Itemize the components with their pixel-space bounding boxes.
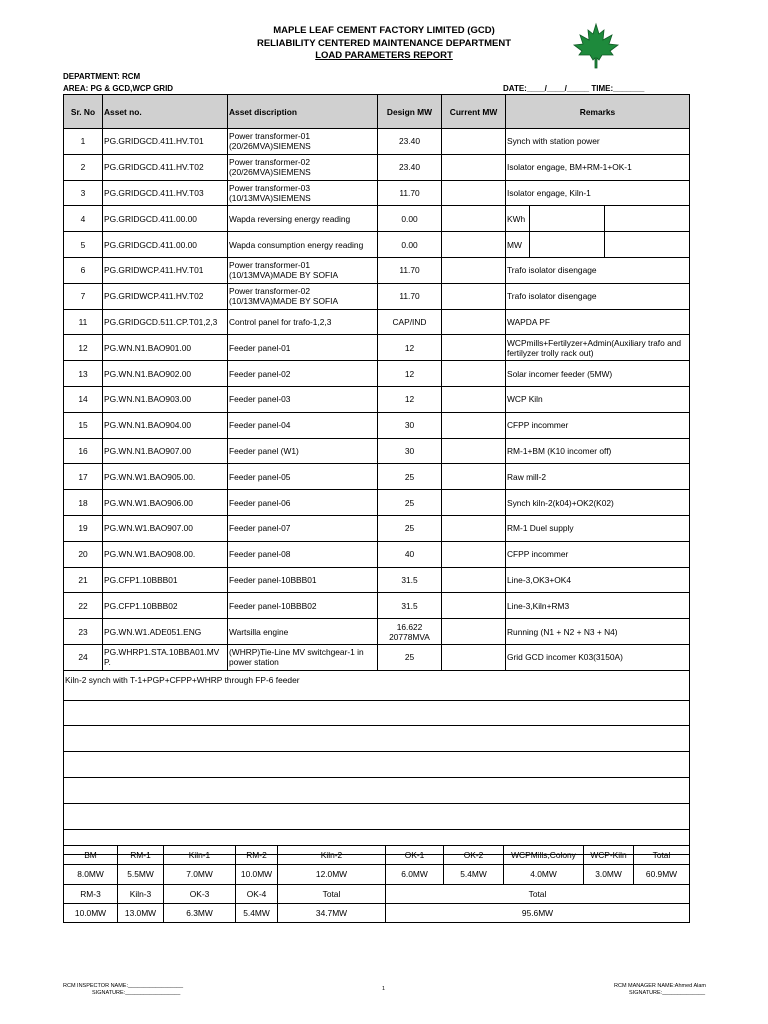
row-asset-description: Power transformer-02 (10/13MVA)MADE BY SOFIA <box>228 283 378 309</box>
row-current-mw <box>442 619 506 645</box>
table-row <box>64 206 690 232</box>
row-asset-no: PG.WN.N1.BAO902.00 <box>103 361 228 387</box>
summary-value: 10.0MW <box>64 903 118 922</box>
row-design-mw: 25 <box>378 490 442 516</box>
row-asset-no: PG.WN.W1.BAO908.00. <box>103 541 228 567</box>
table-row <box>64 515 690 541</box>
summary-row-values-1 <box>64 865 690 884</box>
note-text: Kiln-2 synch with T-1+PGP+CFPP+WHRP through FP-6 feeder <box>64 670 690 700</box>
row-design-mw: 12 <box>378 335 442 361</box>
row-remarks: Solar incomer feeder (5MW) <box>506 361 690 387</box>
summary-value: 60.9MW <box>634 865 690 884</box>
row-asset-description: Feeder panel-01 <box>228 335 378 361</box>
row-remarks: Isolator engage, BM+RM-1+OK-1 <box>506 154 690 180</box>
row-sr-no: 2 <box>64 154 103 180</box>
summary-value: 6.0MW <box>386 865 444 884</box>
summary-label: OK-3 <box>164 884 236 903</box>
row-current-mw <box>442 567 506 593</box>
report-title: LOAD PARAMETERS REPORT <box>315 50 453 61</box>
row-asset-no: PG.WN.N1.BAO903.00 <box>103 386 228 412</box>
summary-value: 5.4MW <box>236 903 278 922</box>
row-asset-no: PG.WN.W1.BAO907.00 <box>103 515 228 541</box>
row-asset-description: Control panel for trafo-1,2,3 <box>228 309 378 335</box>
row-current-mw <box>442 129 506 155</box>
row-design-mw: 12 <box>378 386 442 412</box>
row-asset-description: Feeder panel-05 <box>228 464 378 490</box>
row-asset-description: Feeder panel-04 <box>228 412 378 438</box>
summary-table <box>63 845 690 923</box>
row-sr-no: 17 <box>64 464 103 490</box>
summary-label: BM <box>64 846 118 865</box>
row-design-mw: 12 <box>378 361 442 387</box>
summary-value: 95.6MW <box>386 903 690 922</box>
remarks-unit: MW <box>507 232 530 257</box>
manager-name-field: RCM MANAGER NAME:Ahmed Alam <box>614 983 706 989</box>
row-sr-no: 21 <box>64 567 103 593</box>
maple-leaf-icon <box>572 22 620 70</box>
blank-row <box>64 700 690 726</box>
row-sr-no: 3 <box>64 180 103 206</box>
row-sr-no: 15 <box>64 412 103 438</box>
row-asset-no: PG.GRIDGCD.411.HV.T02 <box>103 154 228 180</box>
row-current-mw <box>442 180 506 206</box>
blank-row <box>64 726 690 752</box>
row-asset-no: PG.GRIDGCD.411.00.00 <box>103 232 228 258</box>
row-design-mw: 25 <box>378 515 442 541</box>
summary-row-labels-2 <box>64 884 690 903</box>
row-current-mw <box>442 232 506 258</box>
remarks-blank-cell <box>530 232 605 257</box>
table-row <box>64 335 690 361</box>
row-sr-no: 14 <box>64 386 103 412</box>
row-remarks <box>506 206 690 232</box>
row-asset-no: PG.CFP1.10BBB02 <box>103 593 228 619</box>
summary-label: Kiln-2 <box>278 846 386 865</box>
row-design-mw: 30 <box>378 412 442 438</box>
row-current-mw <box>442 438 506 464</box>
row-sr-no: 18 <box>64 490 103 516</box>
table-row <box>64 386 690 412</box>
summary-value: 5.4MW <box>444 865 504 884</box>
table-row <box>64 438 690 464</box>
row-asset-no: PG.GRIDWCP.411.HV.T01 <box>103 257 228 283</box>
summary-label: WCPMills,Colony <box>504 846 584 865</box>
row-sr-no: 6 <box>64 257 103 283</box>
row-asset-no: PG.WHRP1.STA.10BBA01.MV P. <box>103 644 228 670</box>
row-asset-no: PG.WN.W1.ADE051.ENG <box>103 619 228 645</box>
row-remarks: Raw mill-2 <box>506 464 690 490</box>
row-design-mw: 25 <box>378 464 442 490</box>
summary-value: 12.0MW <box>278 865 386 884</box>
table-row <box>64 567 690 593</box>
row-design-mw: 0.00 <box>378 206 442 232</box>
row-design-mw: 23.40 <box>378 129 442 155</box>
inspector-name-field: RCM INSPECTOR NAME:__________________ <box>63 983 184 989</box>
row-asset-no: PG.GRIDGCD.511.CP.T01,2,3 <box>103 309 228 335</box>
row-design-mw: 0.00 <box>378 232 442 258</box>
row-remarks: Synch kiln-2(k04)+OK2(K02) <box>506 490 690 516</box>
summary-value: 5.5MW <box>118 865 164 884</box>
row-asset-description: Power transformer-01 (10/13MVA)MADE BY SOFIA <box>228 257 378 283</box>
table-row <box>64 154 690 180</box>
header-design-mw: Design MW <box>378 95 442 129</box>
row-design-mw: 23.40 <box>378 154 442 180</box>
row-remarks: Line-3,OK3+OK4 <box>506 567 690 593</box>
row-remarks: Running (N1 + N2 + N3 + N4) <box>506 619 690 645</box>
manager-signature-field: SIGNATURE:______________ <box>629 990 706 996</box>
summary-value: 8.0MW <box>64 865 118 884</box>
row-design-mw: 40 <box>378 541 442 567</box>
row-current-mw <box>442 490 506 516</box>
row-asset-no: PG.WN.W1.BAO906.00 <box>103 490 228 516</box>
row-sr-no: 12 <box>64 335 103 361</box>
table-row <box>64 283 690 309</box>
row-asset-no: PG.GRIDGCD.411.HV.T03 <box>103 180 228 206</box>
row-design-mw: CAP/IND <box>378 309 442 335</box>
row-asset-description: Feeder panel-08 <box>228 541 378 567</box>
row-asset-description: Feeder panel-07 <box>228 515 378 541</box>
row-remarks: RM-1+BM (K10 incomer off) <box>506 438 690 464</box>
row-sr-no: 16 <box>64 438 103 464</box>
blank-cell <box>64 777 690 803</box>
remarks-split-cells <box>507 232 688 257</box>
summary-label: RM-2 <box>236 846 278 865</box>
header-asset-description: Asset discription <box>228 95 378 129</box>
note-row <box>64 670 690 700</box>
row-remarks: WCP Kiln <box>506 386 690 412</box>
row-asset-description: (WHRP)Tie-Line MV switchgear-1 in power station <box>228 644 378 670</box>
row-remarks: Trafo isolator disengage <box>506 257 690 283</box>
summary-value: 34.7MW <box>278 903 386 922</box>
table-row <box>64 541 690 567</box>
row-asset-no: PG.CFP1.10BBB01 <box>103 567 228 593</box>
row-remarks: Trafo isolator disengage <box>506 283 690 309</box>
summary-label: Kiln-1 <box>164 846 236 865</box>
row-current-mw <box>442 593 506 619</box>
table-row <box>64 644 690 670</box>
row-asset-no: PG.WN.N1.BAO907.00 <box>103 438 228 464</box>
row-current-mw <box>442 464 506 490</box>
blank-cell <box>64 700 690 726</box>
row-asset-description: Wapda reversing energy reading <box>228 206 378 232</box>
row-asset-description: Power transformer-01 (20/26MVA)SIEMENS <box>228 129 378 155</box>
summary-label: Total <box>634 846 690 865</box>
row-remarks: RM-1 Duel supply <box>506 515 690 541</box>
row-asset-no: PG.GRIDWCP.411.HV.T02 <box>103 283 228 309</box>
row-asset-description: Feeder panel-02 <box>228 361 378 387</box>
table-row <box>64 232 690 258</box>
row-sr-no: 19 <box>64 515 103 541</box>
row-current-mw <box>442 283 506 309</box>
row-current-mw <box>442 257 506 283</box>
row-remarks: Line-3,Kiln+RM3 <box>506 593 690 619</box>
load-parameters-table <box>63 94 690 855</box>
row-asset-description: Feeder panel-06 <box>228 490 378 516</box>
row-current-mw <box>442 515 506 541</box>
table-row <box>64 129 690 155</box>
header-current-mw: Current MW <box>442 95 506 129</box>
row-sr-no: 13 <box>64 361 103 387</box>
row-current-mw <box>442 206 506 232</box>
row-asset-description: Wartsilla engine <box>228 619 378 645</box>
summary-row-labels-1 <box>64 846 690 865</box>
row-current-mw <box>442 309 506 335</box>
summary-label: OK-1 <box>386 846 444 865</box>
remarks-unit: KWh <box>507 206 530 231</box>
table-row <box>64 180 690 206</box>
header-remarks: Remarks <box>506 95 690 129</box>
row-remarks <box>506 232 690 258</box>
row-design-mw: 31.5 <box>378 593 442 619</box>
row-asset-no: PG.WN.N1.BAO901.00 <box>103 335 228 361</box>
table-row <box>64 464 690 490</box>
row-design-mw: 31.5 <box>378 567 442 593</box>
department-title: RELIABILITY CENTERED MAINTENANCE DEPARTMENT <box>256 38 512 49</box>
date-time-field: DATE:____/____/_____ TIME:_______ <box>503 84 645 93</box>
table-row <box>64 257 690 283</box>
table-row <box>64 490 690 516</box>
page-number: 1 <box>382 986 386 992</box>
summary-value: 3.0MW <box>584 865 634 884</box>
summary-value: 13.0MW <box>118 903 164 922</box>
row-current-mw <box>442 154 506 180</box>
row-asset-description: Feeder panel-03 <box>228 386 378 412</box>
summary-label: Total <box>386 884 690 903</box>
summary-label: OK-4 <box>236 884 278 903</box>
row-current-mw <box>442 644 506 670</box>
row-remarks: Isolator engage, Kiln-1 <box>506 180 690 206</box>
blank-cell <box>64 726 690 752</box>
row-design-mw: 11.70 <box>378 180 442 206</box>
department-label: DEPARTMENT: RCM <box>63 72 141 81</box>
summary-value: 6.3MW <box>164 903 236 922</box>
summary-row-values-2 <box>64 903 690 922</box>
header-asset-no: Asset no. <box>103 95 228 129</box>
row-design-mw: 30 <box>378 438 442 464</box>
row-sr-no: 23 <box>64 619 103 645</box>
row-asset-description: Feeder panel-10BBB02 <box>228 593 378 619</box>
row-design-mw: 16.622 20778MVA <box>378 619 442 645</box>
header-sr-no: Sr. No <box>64 95 103 129</box>
blank-row <box>64 803 690 829</box>
row-remarks: WAPDA PF <box>506 309 690 335</box>
inspector-signature-field: SIGNATURE:__________________ <box>92 990 181 996</box>
row-asset-no: PG.GRIDGCD.411.00.00 <box>103 206 228 232</box>
row-current-mw <box>442 412 506 438</box>
row-asset-description: Wapda consumption energy reading <box>228 232 378 258</box>
row-design-mw: 25 <box>378 644 442 670</box>
row-sr-no: 20 <box>64 541 103 567</box>
row-sr-no: 5 <box>64 232 103 258</box>
blank-cell <box>64 752 690 778</box>
row-asset-no: PG.WN.W1.BAO905.00. <box>103 464 228 490</box>
row-sr-no: 1 <box>64 129 103 155</box>
row-asset-description: Power transformer-03 (10/13MVA)SIEMENS <box>228 180 378 206</box>
summary-label: OK-2 <box>444 846 504 865</box>
row-remarks: CFPP incommer <box>506 541 690 567</box>
row-remarks: WCPmills+Fertilyzer+Admin(Auxiliary trafo and fertilyzer trolly rack out) <box>506 335 690 361</box>
row-remarks: Grid GCD incomer K03(3150A) <box>506 644 690 670</box>
summary-label: RM-3 <box>64 884 118 903</box>
company-name: MAPLE LEAF CEMENT FACTORY LIMITED (GCD) <box>273 25 495 36</box>
summary-label: RM-1 <box>118 846 164 865</box>
summary-label: WCP-Kiln <box>584 846 634 865</box>
blank-row <box>64 752 690 778</box>
remarks-blank-cell <box>530 206 605 231</box>
blank-cell <box>64 803 690 829</box>
row-current-mw <box>442 335 506 361</box>
summary-label: Total <box>278 884 386 903</box>
row-current-mw <box>442 361 506 387</box>
row-asset-no: PG.WN.N1.BAO904.00 <box>103 412 228 438</box>
row-design-mw: 11.70 <box>378 283 442 309</box>
row-asset-description: Feeder panel-10BBB01 <box>228 567 378 593</box>
row-asset-description: Feeder panel (W1) <box>228 438 378 464</box>
row-current-mw <box>442 541 506 567</box>
table-row <box>64 361 690 387</box>
summary-value: 10.0MW <box>236 865 278 884</box>
row-asset-no: PG.GRIDGCD.411.HV.T01 <box>103 129 228 155</box>
table-row <box>64 309 690 335</box>
summary-label: Kiln-3 <box>118 884 164 903</box>
row-current-mw <box>442 386 506 412</box>
table-row <box>64 619 690 645</box>
table-header-row <box>64 95 690 129</box>
row-sr-no: 11 <box>64 309 103 335</box>
row-sr-no: 22 <box>64 593 103 619</box>
table-row <box>64 593 690 619</box>
summary-value: 4.0MW <box>504 865 584 884</box>
row-sr-no: 4 <box>64 206 103 232</box>
row-remarks: CFPP incommer <box>506 412 690 438</box>
row-remarks: Synch with station power <box>506 129 690 155</box>
row-sr-no: 7 <box>64 283 103 309</box>
area-label: AREA: PG & GCD,WCP GRID <box>63 84 174 93</box>
remarks-split-cells <box>507 206 688 231</box>
row-sr-no: 24 <box>64 644 103 670</box>
blank-row <box>64 777 690 803</box>
row-design-mw: 11.70 <box>378 257 442 283</box>
row-asset-description: Power transformer-02 (20/26MVA)SIEMENS <box>228 154 378 180</box>
summary-value: 7.0MW <box>164 865 236 884</box>
table-row <box>64 412 690 438</box>
